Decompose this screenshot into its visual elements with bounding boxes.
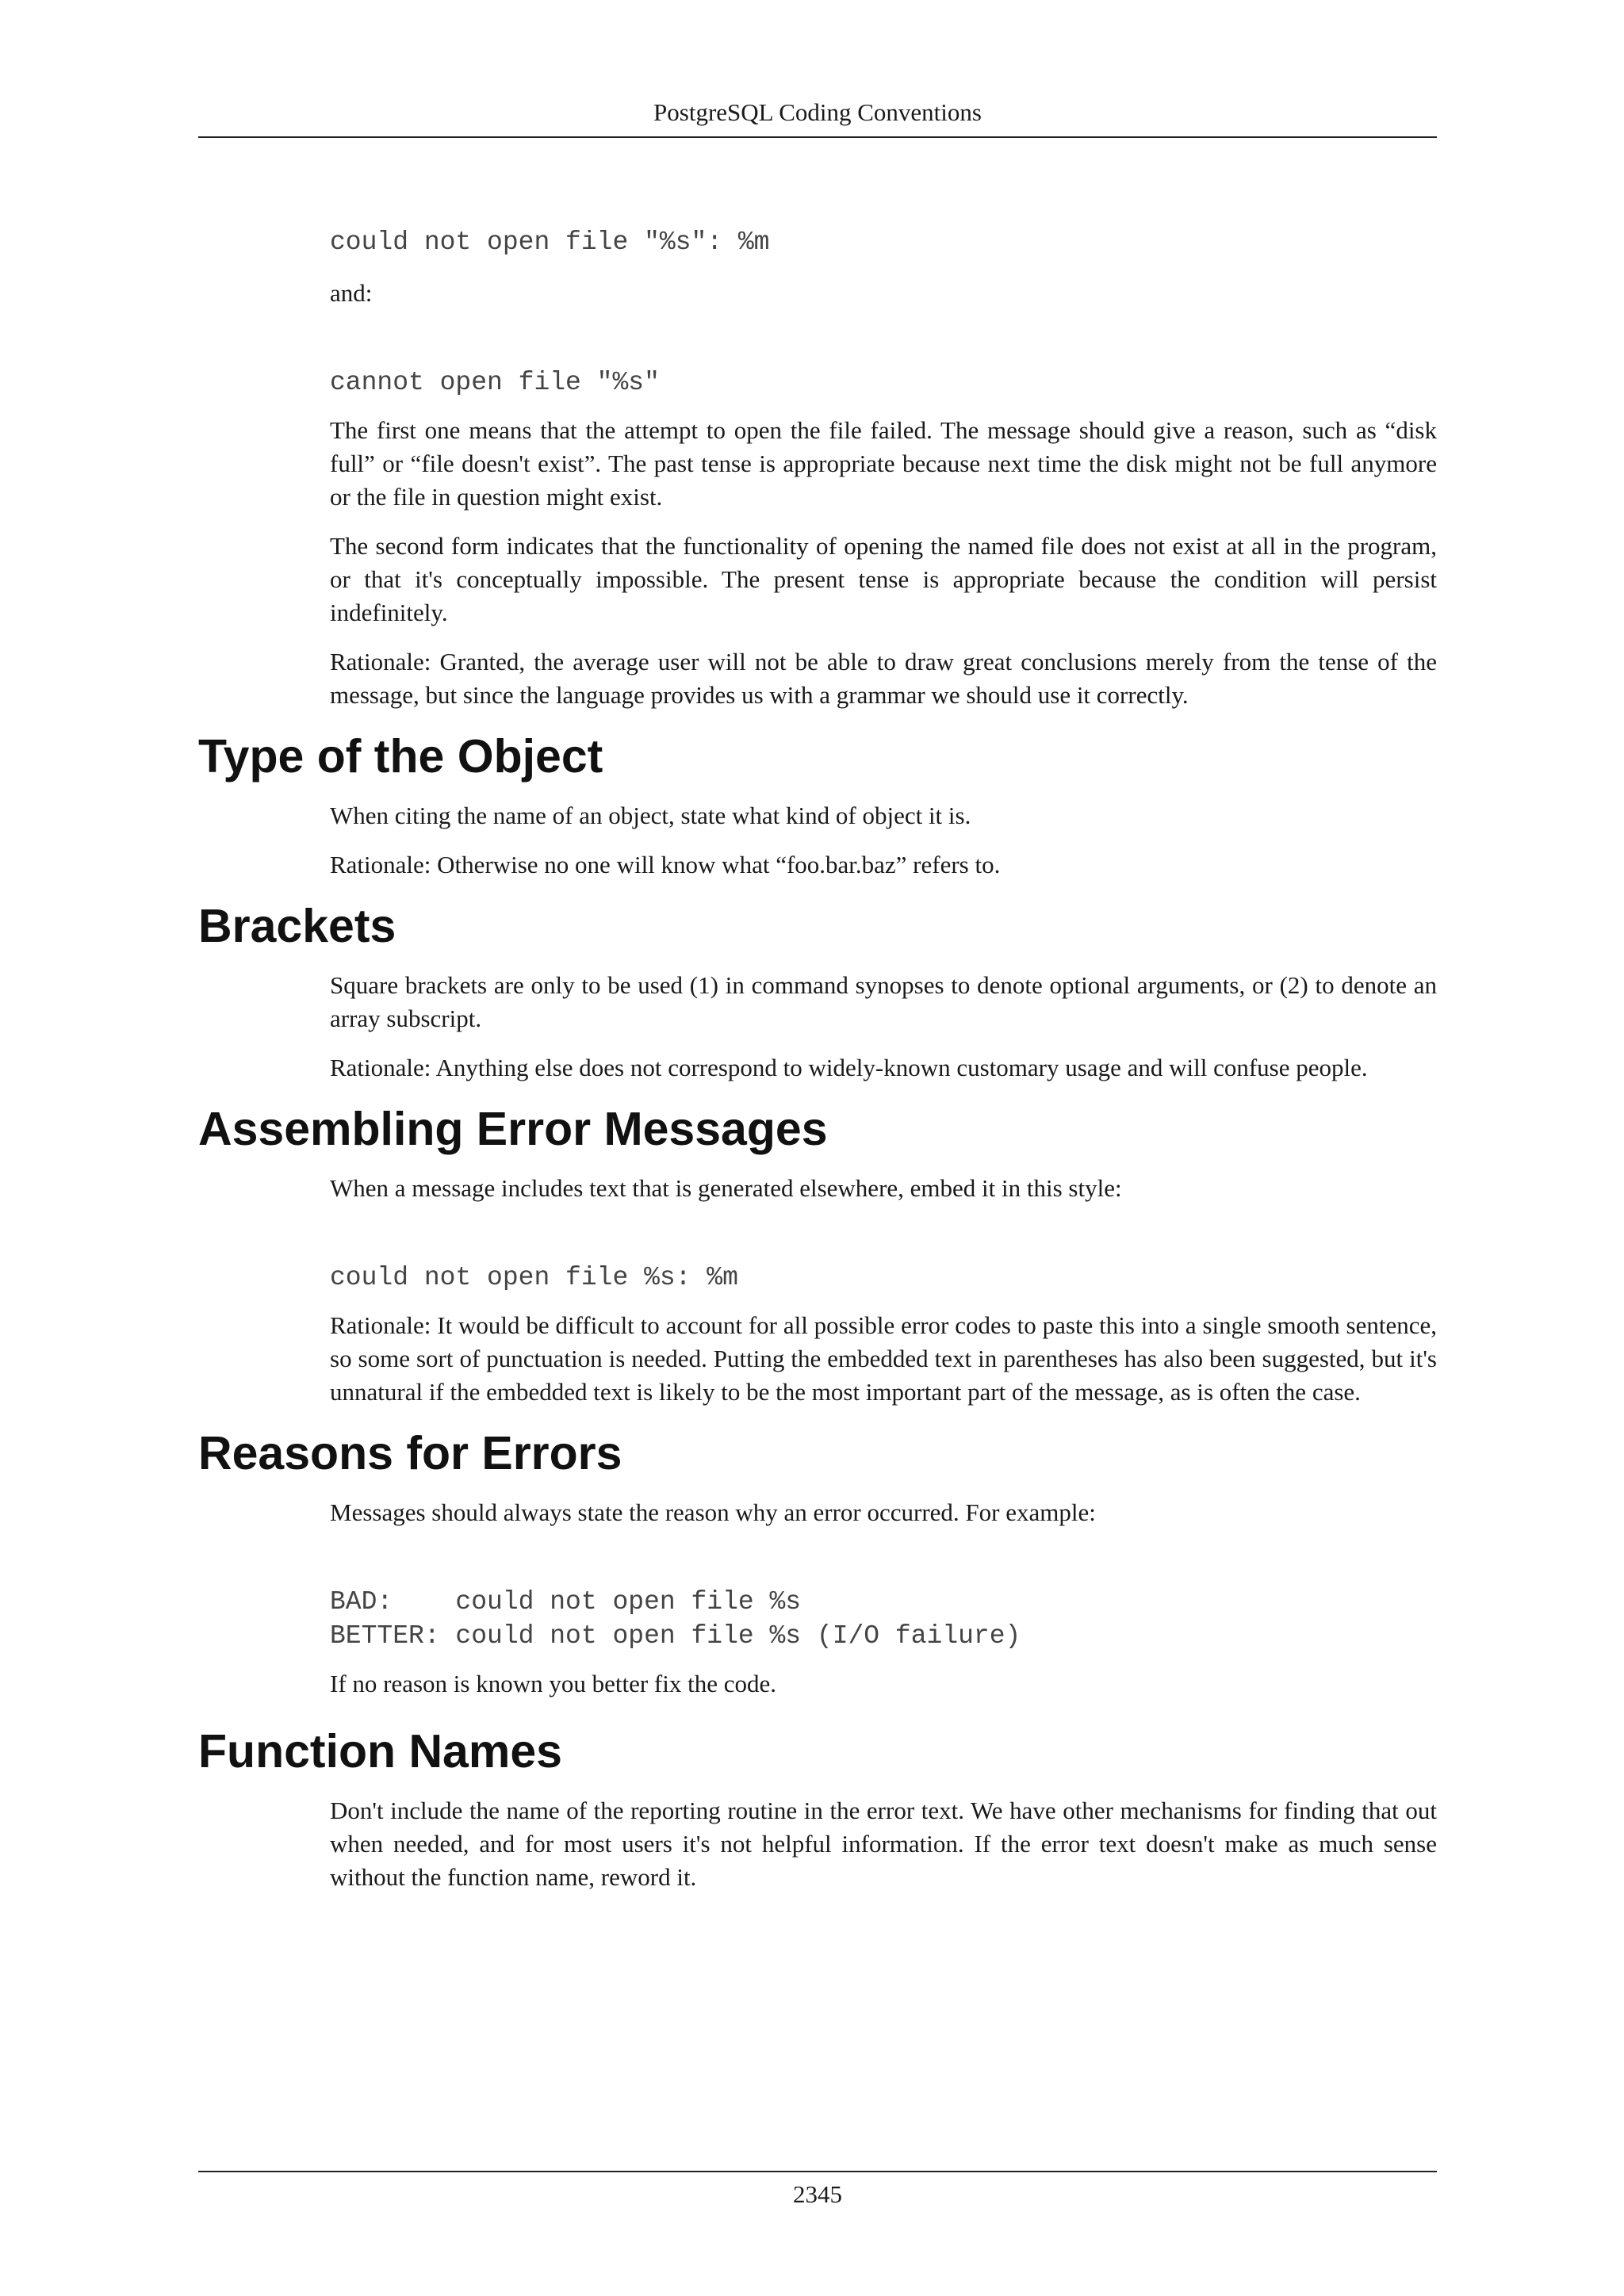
- page-header: PostgreSQL Coding Conventions: [198, 94, 1437, 138]
- paragraph-tense-rationale: Rationale: Granted, the average user will not be able to draw great conclusions merely from the tense of the message, but since the language provides us with a grammar we should use it correctly.: [330, 648, 1437, 709]
- paragraph-function-names: Don't include the name of the reporting routine in the error text. We have other mechanisms for finding that out when needed, and for most users it's not helpful information. If the error text doesn't make as much sense without the function name, reword it.: [330, 1797, 1437, 1891]
- type-of-object-block: [330, 799, 1437, 882]
- paragraph-object-rationale: Rationale: Otherwise no one will know what “foo.bar.baz” refers to.: [330, 851, 1001, 878]
- heading-assembling-error-messages: Assembling Error Messages: [198, 1103, 828, 1155]
- paragraph-fix-code: If no reason is known you better fix the code.: [330, 1670, 777, 1697]
- code-example-bad-better: BAD: could not open file %s BETTER: could not open file %s (I/O failure): [330, 1587, 1021, 1651]
- code-example-could-not-open: could not open file "%s": %m: [330, 228, 770, 257]
- paragraph-object-kind: When citing the name of an object, state what kind of object it is.: [330, 802, 971, 829]
- intro-block: [330, 225, 1437, 712]
- paragraph-tense-past: The first one means that the attempt to open the file failed. The message should give a reason, such as “disk full” or “file doesn't exist”. The past tense is appropriate because next time the disk might not be full anymore or the file in question might exist.: [330, 416, 1437, 511]
- page-content: [198, 214, 1437, 1910]
- paragraph-state-reason: Messages should always state the reason why an error occurred. For example:: [330, 1498, 1096, 1526]
- heading-brackets: Brackets: [198, 900, 396, 952]
- paragraph-brackets-rationale: Rationale: Anything else does not correspond to widely-known customary usage and will confuse people.: [330, 1054, 1368, 1081]
- heading-reasons-for-errors: Reasons for Errors: [198, 1427, 622, 1479]
- paragraph-brackets-usage: Square brackets are only to be used (1) in command synopses to denote optional arguments, or (2) to denote an array subscript.: [330, 971, 1437, 1032]
- assembling-block: [330, 1172, 1437, 1409]
- brackets-block: [330, 969, 1437, 1085]
- and-text: and:: [330, 279, 373, 307]
- heading-function-names: Function Names: [198, 1725, 562, 1777]
- code-example-embed: could not open file %s: %m: [330, 1263, 738, 1292]
- page-number: 2345: [793, 2180, 842, 2208]
- paragraph-embed-style: When a message includes text that is generated elsewhere, embed it in this style:: [330, 1174, 1122, 1202]
- reasons-block: [330, 1496, 1437, 1701]
- paragraph-tense-present: The second form indicates that the functionality of opening the named file does not exist at all in the program, or that it's conceptually impossible. The present tense is appropriate because the condition will persist indefinitely.: [330, 532, 1437, 626]
- code-example-cannot-open: cannot open file "%s": [330, 368, 660, 397]
- page-footer: [198, 2171, 1437, 2214]
- paragraph-assembling-rationale: Rationale: It would be difficult to account for all possible error codes to paste this into a single smooth sentence, so some sort of punctuation is needed. Putting the embedded text in parentheses has also been suggested, but it's unnatural if the embedded text is likely to be the most important part of the message, as is often the case.: [330, 1311, 1437, 1406]
- heading-type-of-the-object: Type of the Object: [198, 730, 603, 783]
- function-names-block: [330, 1794, 1437, 1894]
